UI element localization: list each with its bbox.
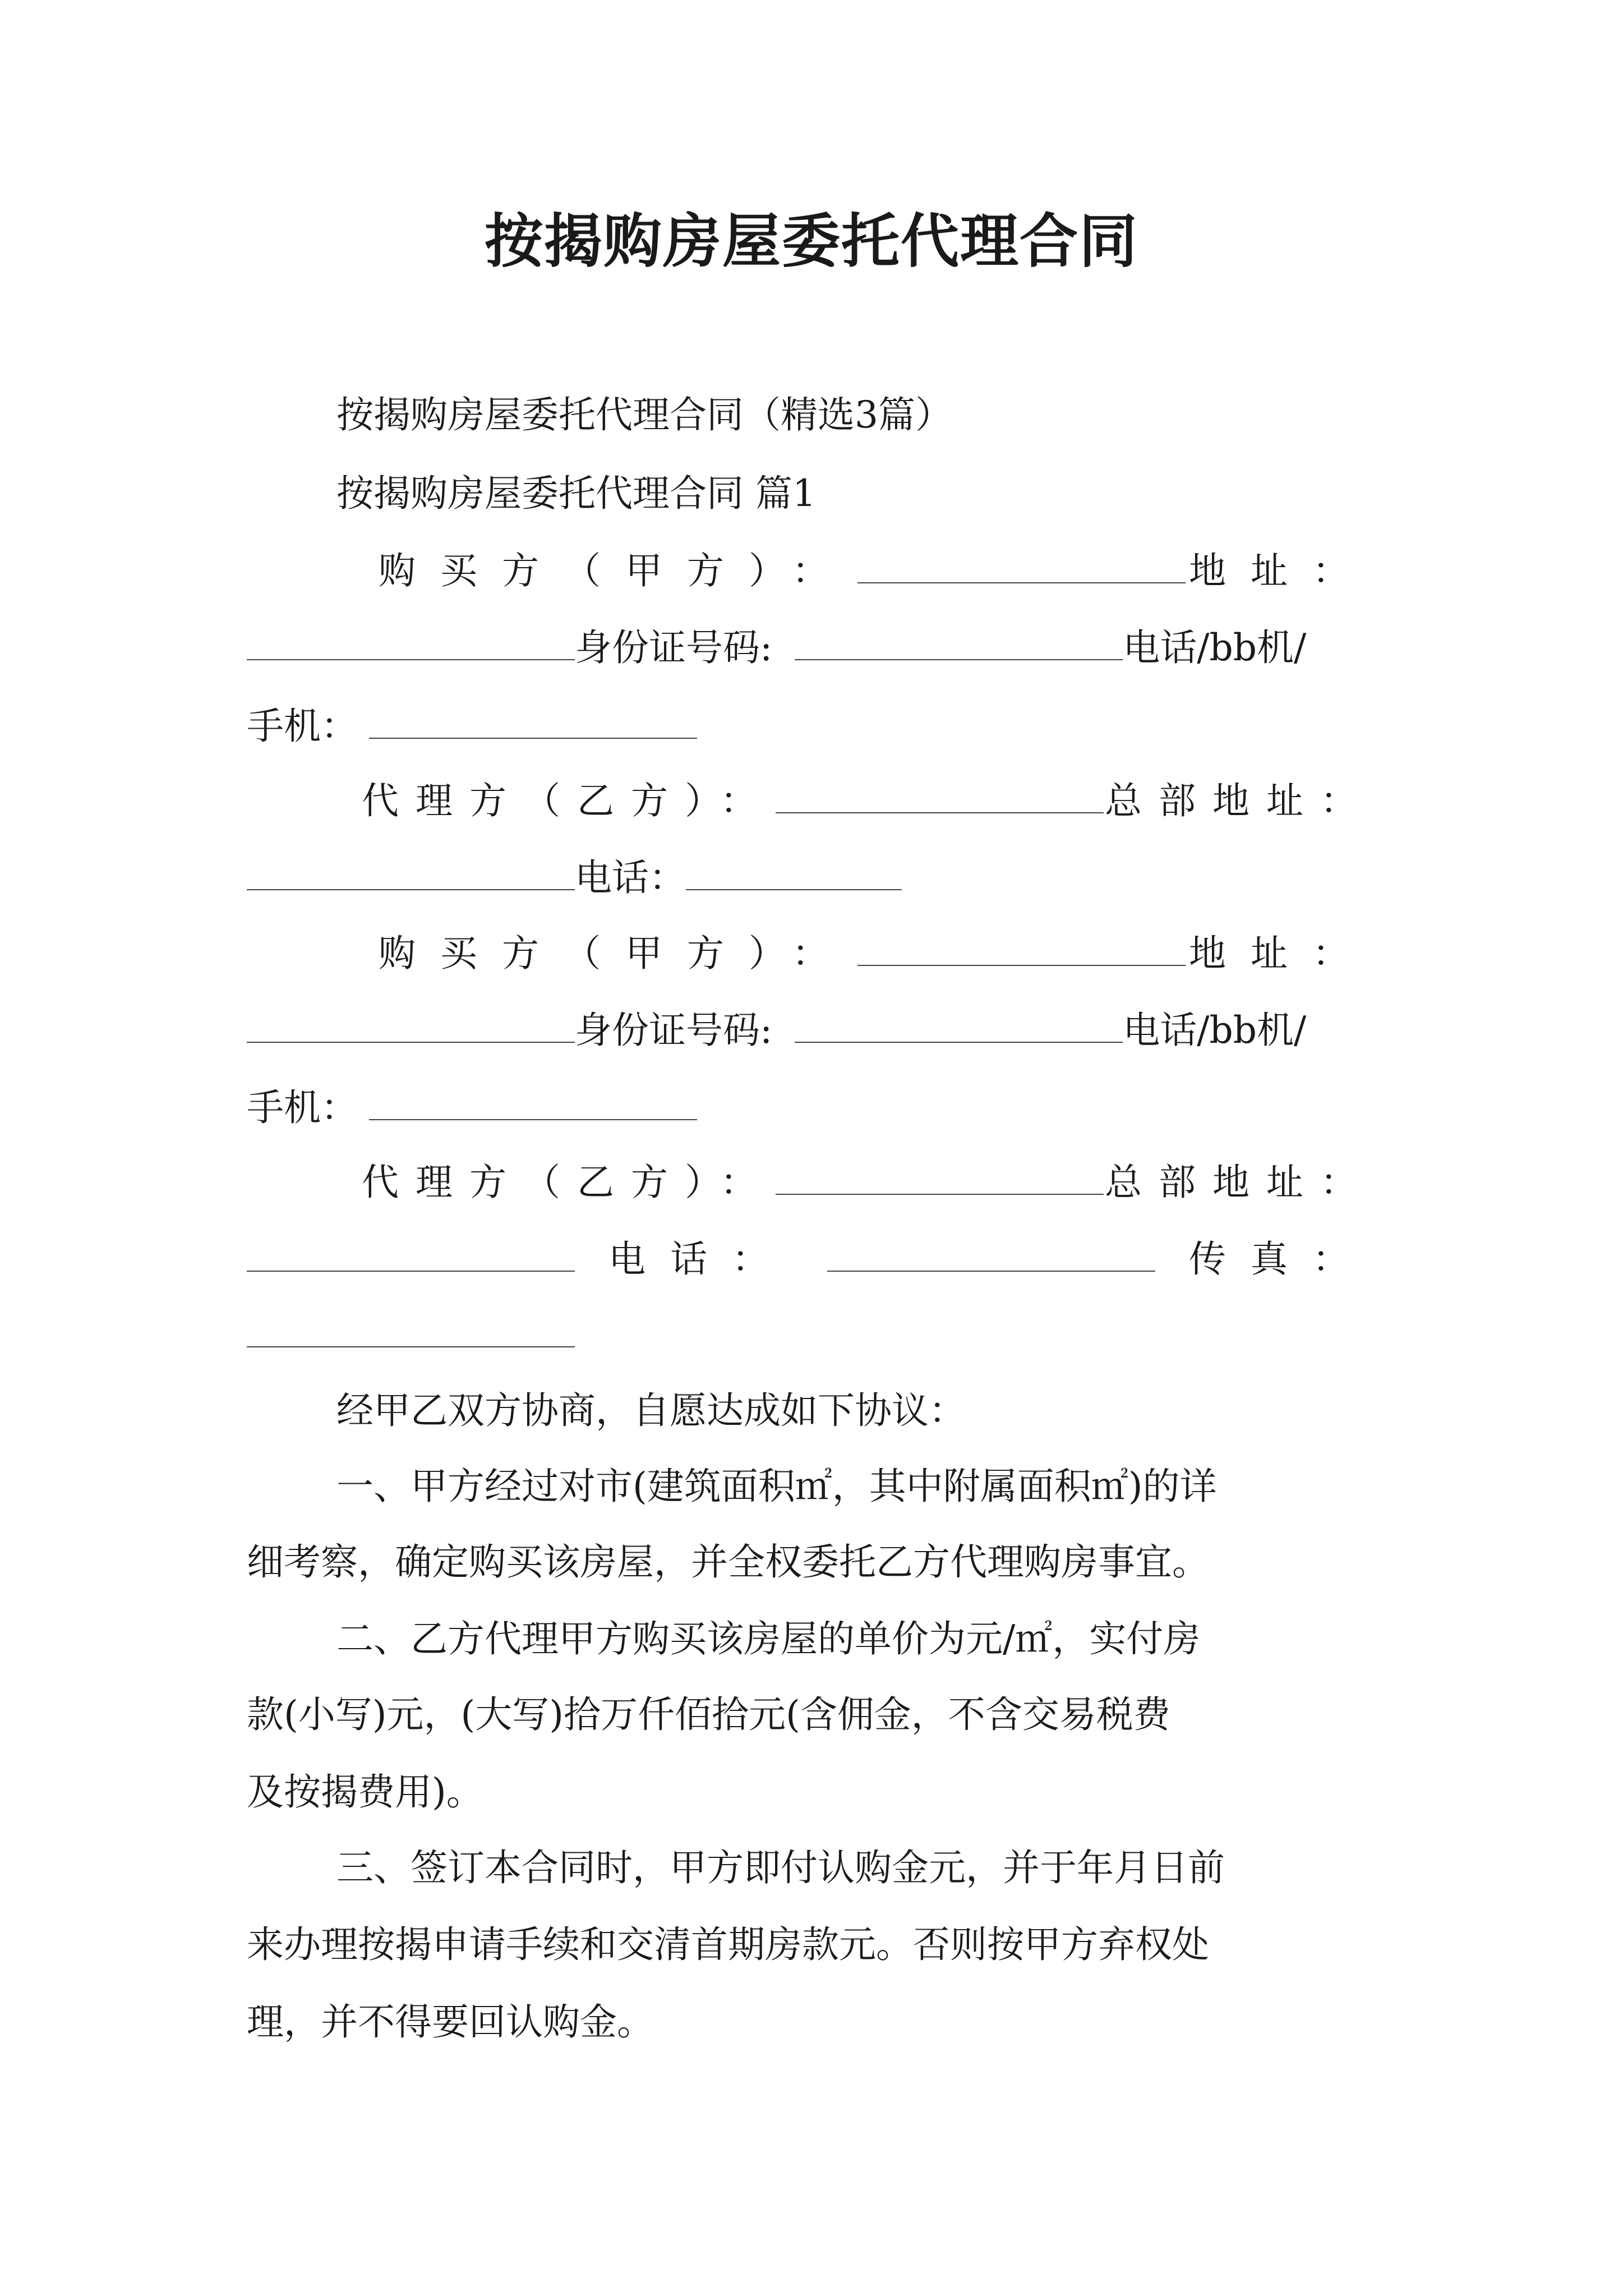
clause-1-line-2: 细考察，确定购买该房屋，并全权委托乙方代理购房事宜。 — [247, 1540, 1209, 1584]
clause-3-line-1: 三、签订本合同时，甲方即付认购金元，并于年月日前 — [336, 1846, 1225, 1889]
mobile-field[interactable] — [369, 701, 697, 739]
clause-2-line-3: 及按揭费用)。 — [247, 1770, 483, 1814]
mobile-field[interactable] — [369, 1082, 697, 1120]
mobile-row-2 — [247, 1080, 697, 1136]
mobile-label: 手机： — [247, 1086, 358, 1129]
agent-name-field[interactable] — [776, 775, 1104, 813]
hq-address-label: 总部地址： — [1105, 1161, 1374, 1204]
mobile-row-1 — [247, 698, 697, 754]
agent-name-field[interactable] — [776, 1157, 1104, 1195]
id-row-1 — [247, 620, 1306, 676]
buyer-name-field[interactable] — [857, 545, 1186, 583]
id-number-field[interactable] — [795, 622, 1123, 660]
phone-field[interactable] — [827, 1234, 1155, 1272]
agent-row-1 — [247, 773, 1374, 829]
clause-1-line-1: 一、甲方经过对市(建筑面积㎡，其中附属面积㎡)的详 — [336, 1465, 1217, 1508]
clause-2-line-2: 款(小写)元，(大写)拾万仟佰拾元(含佣金，不含交易税费 — [247, 1693, 1170, 1736]
agent-label: 代理方（乙方）： — [362, 779, 774, 822]
agent-label: 代理方（乙方）： — [362, 1161, 774, 1204]
id-number-label: 身份证号码: — [575, 1009, 773, 1052]
address-label: 地址： — [1189, 549, 1374, 592]
hq-address-field[interactable] — [247, 852, 575, 890]
hq-address-field[interactable] — [247, 1234, 575, 1272]
phone-bb-label: 电话/bb机/ — [1123, 1009, 1307, 1052]
address-field[interactable] — [247, 1005, 575, 1043]
phone-fax-row — [247, 1231, 1374, 1287]
address-field[interactable] — [247, 622, 575, 660]
collection-title: 按揭购房屋委托代理合同（精选3篇） — [336, 393, 952, 436]
section-heading: 按揭购房屋委托代理合同 篇1 — [336, 472, 816, 515]
id-number-field[interactable] — [795, 1005, 1123, 1043]
buyer-row-2 — [247, 926, 1374, 982]
agent-row-2 — [247, 1154, 1374, 1211]
address-label: 地址： — [1189, 932, 1374, 975]
clause-3-line-2: 来办理按揭申请手续和交清首期房款元。否则按甲方弃权处 — [247, 1923, 1209, 1966]
clause-3-line-3: 理，并不得要回认购金。 — [247, 2000, 654, 2044]
hq-address-label: 总部地址： — [1105, 779, 1374, 822]
phone-row-1 — [247, 850, 902, 906]
phone-field[interactable] — [686, 852, 902, 890]
id-row-2 — [247, 1002, 1306, 1059]
buyer-row-1 — [247, 543, 1374, 599]
id-number-label: 身份证号码: — [575, 626, 773, 669]
phone-label-spaced: 电话： — [608, 1237, 794, 1281]
buyer-label: 购买方（甲方）： — [379, 549, 854, 592]
agreement-intro: 经甲乙双方协商，自愿达成如下协议： — [336, 1389, 966, 1432]
phone-label: 电话： — [575, 856, 686, 899]
fax-field[interactable] — [247, 1309, 575, 1347]
fax-row — [247, 1307, 575, 1363]
phone-bb-label: 电话/bb机/ — [1123, 626, 1307, 669]
mobile-label: 手机： — [247, 705, 358, 748]
fax-label: 传真： — [1189, 1237, 1374, 1281]
clause-2-line-1: 二、乙方代理甲方购买该房屋的单价为元/㎡，实付房 — [336, 1617, 1201, 1660]
buyer-name-field[interactable] — [857, 928, 1186, 966]
document-title: 按揭购房屋委托代理合同 — [484, 206, 1138, 275]
buyer-label: 购买方（甲方）： — [379, 932, 854, 975]
